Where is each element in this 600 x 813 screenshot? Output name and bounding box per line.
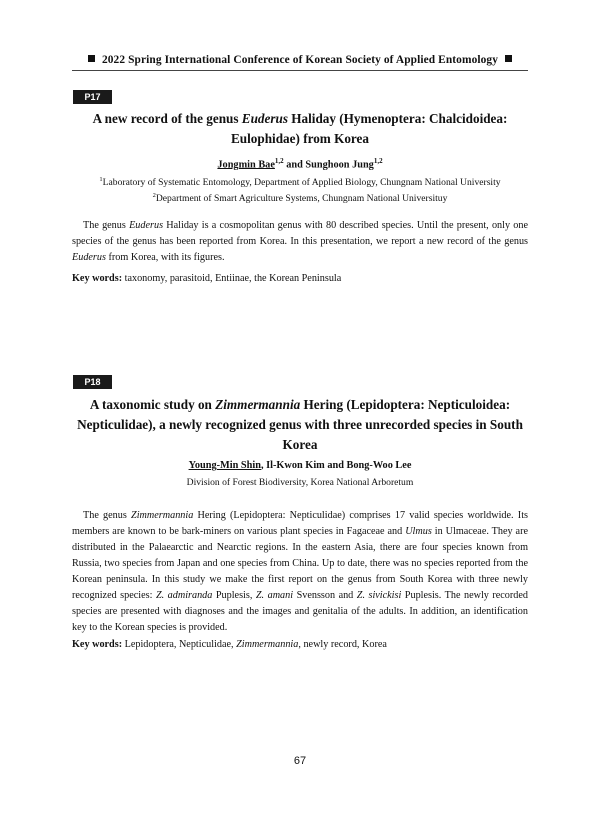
p17-keywords: Key words: taxonomy, parasitoid, Entiinae, the Korean Peninsula (72, 273, 342, 284)
p18-affiliations (72, 476, 528, 489)
page-number: 67 (293, 755, 307, 767)
square-bullet-icon (88, 55, 95, 62)
presenting-author: Young-Min Shin (188, 460, 261, 471)
p17-abstract: The genus Euderus Haliday is a cosmopolitan genus with 80 described species. Until the present, only one species of the genus has been reported from Korea. In this presentation, we report a new record of the genus Euderus from Korea, with its figures. (72, 220, 528, 263)
presenting-author: Jongmin Bae (217, 159, 275, 171)
co-author: Sunghoon Jung (305, 159, 374, 171)
header-rule (72, 70, 528, 71)
p18-keywords: Key words: Lepidoptera, Nepticulidae, Zimmermannia, newly record, Korea (72, 639, 387, 650)
affiliation-line: $^1$Laboratory of Systematic Entomology, Department of Applied Biology, Chungnam National University (99, 176, 501, 189)
p18-authors: Young-Min Shin, Il-Kwon Kim and Bong-Woo Lee (188, 460, 412, 471)
p17-title: A new record of the genus Euderus Haliday (Hymenoptera: Chalcidoidea: Eulophidae) from Korea (92, 111, 508, 146)
p18-abstract: The genus Zimmermannia Hering (Lepidoptera: Nepticulidae) comprises 17 valid species worldwide. Its members are known to be bark-miners on various plant species in Fagaceae and Ulmus in Ulmaceae. They are distributed in the Palaearctic and Nearctic regions. In the eastern Asia, there are four species known from Russia, two species from Japan and one species from China. Up to date, there was no species reported from the Korean peninsula. In this study we make the first report on the genus from South Korea with three newly recognized species: Z. admiranda Puplesis, Z. amani Svensson and Z. sivickisi Puplesis. The newly recorded species are presented with diagnoses and the images and genitalia of the adults. In addition, an identification key to the Korean species is provided. (72, 510, 529, 633)
p17-affiliations (72, 173, 528, 205)
conference-title: 2022 Spring International Conference of Korean Society of Applied Entomology (101, 54, 499, 66)
p18-title: A taxonomic study on Zimmermannia Hering (Lepidoptera: Nepticuloidea: Nepticulidae), a newly recognized genus with three unrecorded species in South Korea (77, 397, 523, 452)
p17-authors: Jongmin Bae$^{1,2}$ and Sunghoon Jung$^{1,2}$ (217, 157, 383, 171)
affiliation-line: $^2$Department of Smart Agriculture Systems, Chungnam National Universituy (152, 192, 448, 205)
affiliation-line: Division of Forest Biodiversity, Korea National Arboretum (186, 477, 414, 488)
genus-name: Euderus (241, 111, 288, 126)
poster-tag-p18: P18 (73, 375, 112, 389)
poster-tag-p17: P17 (73, 90, 112, 104)
square-bullet-icon (505, 55, 512, 62)
running-header (72, 54, 528, 66)
genus-name: Zimmermannia (215, 397, 301, 412)
